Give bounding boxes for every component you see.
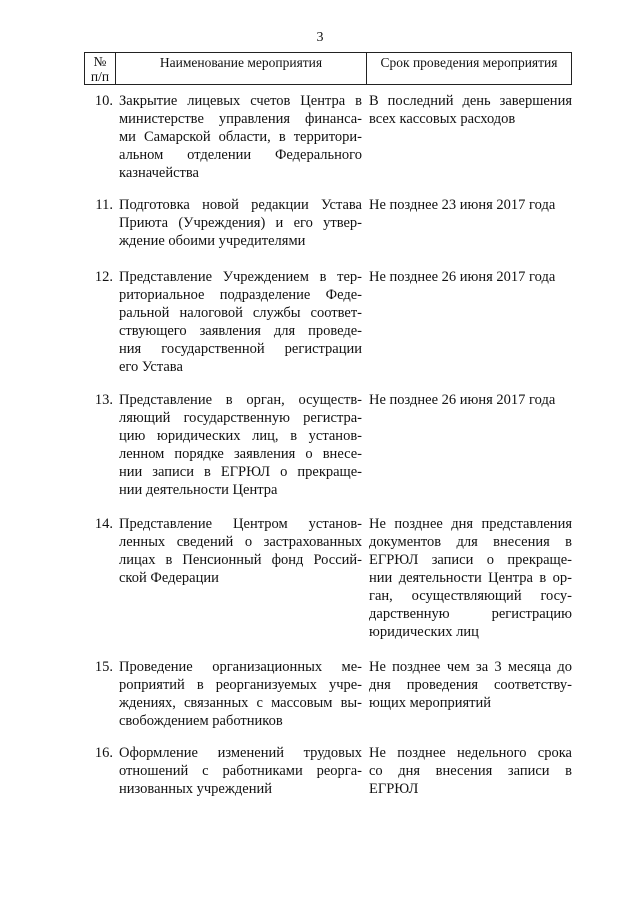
event-name-line: Подготовка новой редакции Устава xyxy=(119,197,362,213)
header-name-cell: Наименование мероприятия xyxy=(116,53,367,84)
event-term-line: дарственную регистрацию xyxy=(369,606,572,622)
row-number: 13. xyxy=(94,392,113,408)
event-name-line: ской Федерации xyxy=(119,570,219,586)
event-name-line: ральной налоговой службы соответ- xyxy=(119,305,362,321)
event-name-cell xyxy=(119,658,362,730)
event-name-line: Представление в орган, осуществ- xyxy=(119,392,362,408)
event-name-line: ждениях, связанных с массовым вы- xyxy=(119,695,362,711)
event-term-cell xyxy=(369,744,572,798)
event-name-line: низованных учреждений xyxy=(119,781,272,797)
event-name-line: отношений с работниками реорга- xyxy=(119,763,362,779)
event-term-line: ЕГРЮЛ записи о прекраще- xyxy=(369,552,572,568)
event-term-line: документов для внесения в xyxy=(369,534,572,550)
event-name-line: ляющий государственную регистра- xyxy=(119,410,362,426)
event-name-cell xyxy=(119,196,362,250)
event-name-line: ми Самарской области, в территори- xyxy=(119,129,362,145)
event-name-line: альном отделении Федерального xyxy=(119,147,362,163)
event-name-cell xyxy=(119,515,362,587)
event-name-cell xyxy=(119,92,362,182)
event-name-line: Представление Центром установ- xyxy=(119,516,362,532)
page-number: 3 xyxy=(316,30,324,45)
event-term-line: ющих мероприятий xyxy=(369,695,492,711)
event-name-cell xyxy=(119,391,362,499)
header-number-label: № xyxy=(93,54,107,69)
event-term-cell xyxy=(369,391,572,409)
event-term-line: Не позднее дня представления xyxy=(369,516,572,532)
event-name-line: ленном порядке заявления о внесе- xyxy=(119,446,362,462)
event-name-line: Оформление изменений трудовых xyxy=(119,745,362,761)
event-term-cell xyxy=(369,658,572,712)
event-term-line: юридических лиц xyxy=(369,624,479,640)
row-number: 10. xyxy=(94,93,113,109)
row-number: 16. xyxy=(94,745,113,761)
event-name-line: риториальное подразделение Феде- xyxy=(119,287,362,303)
event-term-cell xyxy=(369,268,572,286)
event-name-line: нии деятельности Центра xyxy=(119,482,278,498)
event-term-line: со дня внесения записи в xyxy=(369,763,572,779)
event-name-line: свобождением работников xyxy=(119,713,283,729)
event-name-line: ствующего заявления для проведе- xyxy=(119,323,362,339)
row-number: 15. xyxy=(94,659,113,675)
event-name-line: лицах в Пенсионный фонд Россий- xyxy=(119,552,362,568)
event-term-line: Не позднее чем за 3 месяца до xyxy=(369,659,572,675)
header-number-cell xyxy=(85,53,116,84)
event-term-line: Не позднее недельного срока xyxy=(369,745,572,761)
event-term-line: дня проведения соответству- xyxy=(369,677,572,693)
event-term-line: Не позднее 23 июня 2017 года xyxy=(369,197,556,213)
event-name-line: ния государственной регистрации xyxy=(119,341,362,357)
event-term-line: Не позднее 26 июня 2017 года xyxy=(369,392,556,408)
event-name-line: Закрытие лицевых счетов Центра в xyxy=(119,93,362,109)
event-name-cell xyxy=(119,268,362,376)
row-number: 11. xyxy=(95,197,113,213)
table-header xyxy=(84,52,572,85)
event-term-line: В последний день завершения xyxy=(369,93,572,109)
event-name-line: нии записи в ЕГРЮЛ о прекраще- xyxy=(119,464,362,480)
event-term-line: Не позднее 26 июня 2017 года xyxy=(369,269,556,285)
event-term-cell xyxy=(369,196,572,214)
event-term-line: всех кассовых расходов xyxy=(369,111,516,127)
event-name-line: министерстве управления финанса- xyxy=(119,111,362,127)
event-name-line: ждение обоими учредителями xyxy=(119,233,306,249)
event-name-line: цию юридических лиц, в установ- xyxy=(119,428,362,444)
event-name-line: Приюта (Учреждения) и его утвер- xyxy=(119,215,362,231)
header-term-cell: Срок проведения мероприятия xyxy=(380,55,558,70)
event-term-line: ган, осуществляющий госу- xyxy=(369,588,572,604)
header-number-label-2: п/п xyxy=(90,69,110,84)
event-term-cell xyxy=(369,92,572,128)
row-number: 14. xyxy=(94,516,113,532)
event-term-line: ЕГРЮЛ xyxy=(369,781,419,797)
event-name-line: ленных сведений о застрахованных xyxy=(119,534,362,550)
event-name-line: Проведение организационных ме- xyxy=(119,659,362,675)
event-name-line: казначейства xyxy=(119,165,199,181)
event-term-line: нии деятельности Центра в ор- xyxy=(369,570,572,586)
row-number: 12. xyxy=(94,269,113,285)
event-name-line: Представление Учреждением в тер- xyxy=(119,269,362,285)
event-name-cell xyxy=(119,744,362,798)
event-name-line: его Устава xyxy=(119,359,183,375)
event-name-line: роприятий в реорганизуемых учре- xyxy=(119,677,362,693)
event-term-cell xyxy=(369,515,572,641)
